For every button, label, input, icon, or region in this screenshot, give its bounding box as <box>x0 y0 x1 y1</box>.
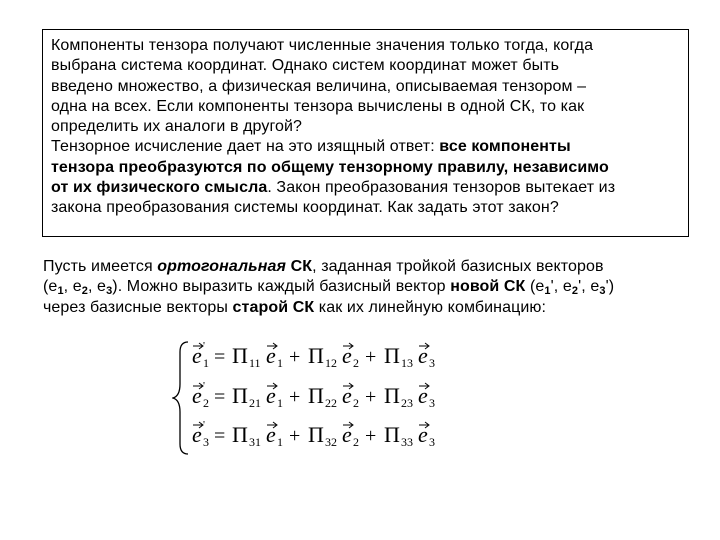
eq-row-2-basis-1-letter: e <box>266 383 276 408</box>
subscript: 1 <box>57 285 64 298</box>
eq-row-3-pi-2: Π <box>308 422 324 447</box>
para-text: (e <box>43 278 58 296</box>
eq-row-3-basis-3-subscript: 3 <box>429 435 435 449</box>
eq-row-1-basis-2-subscript: 2 <box>353 356 359 370</box>
eq-row-2-plus-2: + <box>365 386 377 408</box>
eq-row-2-lhs-vector-prime: ' <box>203 380 205 392</box>
eq-row-3-basis-1-letter: e <box>266 422 276 447</box>
eq-row-2-pi-3: Π <box>384 383 400 408</box>
eq-row-1-plus-1: + <box>289 346 301 368</box>
eq-row-3-basis-2-letter: e <box>342 422 352 447</box>
eq-row-1-coef-2: 12 <box>325 356 337 370</box>
eq-row-1-basis-3-letter: e <box>418 343 428 368</box>
eq-row-1-equals: = <box>214 346 226 368</box>
eq-row-3-lhs-vector-prime: ' <box>203 419 205 431</box>
eq-row-1-lhs-vector-letter: e <box>192 343 202 368</box>
box-line-2: выбрана система координат. Однако систем координат может быть <box>51 57 560 75</box>
para-text: как их линейную комбинацию: <box>314 298 547 316</box>
eq-row-2-pi-1: Π <box>232 383 248 408</box>
box-line-3: введено множество, а физическая величина, описываемая тензором – <box>51 77 587 95</box>
box-line-5: определить их аналоги в другой? <box>51 118 303 136</box>
box-line-4: одна на всех. Если компоненты тензора вычислены в одной СК, то как <box>51 97 585 115</box>
eq-row-3-lhs-vector-subscript: 3 <box>203 435 209 449</box>
box-line-9: закона преобразования системы координат. Как задать этот закон? <box>51 199 559 217</box>
box-line-8-text: . Закон преобразования тензоров вытекает из <box>267 179 616 197</box>
box-line-7 <box>51 158 680 178</box>
eq-row-3-basis-3-letter: e <box>418 422 428 447</box>
transformation-equations <box>172 338 472 458</box>
subscript: 1 <box>544 285 551 298</box>
eq-row-2-basis-1-subscript: 1 <box>277 396 283 410</box>
para-text: ') <box>605 278 615 296</box>
eq-row-2-basis-2-letter: e <box>342 383 352 408</box>
eq-row-2-coef-2: 22 <box>325 396 337 410</box>
box-line-6-text: Тензорное исчисление дает на это изящный ответ: <box>51 138 440 156</box>
para-text: через базисные векторы <box>43 298 233 316</box>
subscript: 3 <box>599 285 606 298</box>
eq-row-1-plus-2: + <box>365 346 377 368</box>
definition-box <box>42 29 689 237</box>
eq-row-2-basis-2-subscript: 2 <box>353 396 359 410</box>
eq-row-1-basis-2-letter: e <box>342 343 352 368</box>
para-line-1 <box>43 257 703 277</box>
orthogonal-word: ортогональная <box>157 258 287 275</box>
para-line-3 <box>43 298 703 318</box>
para-text: Пусть имеется <box>43 258 158 275</box>
box-line-6-bold: все компоненты <box>439 138 571 156</box>
new-sk-word: новой СК <box>450 278 526 296</box>
eq-row-2-lhs-vector-letter: e <box>192 383 202 408</box>
eq-row-3-equals: = <box>214 425 226 447</box>
para-text: , e <box>63 278 82 296</box>
eq-row-1-pi-2: Π <box>308 343 324 368</box>
eq-row-2-coef-1: 21 <box>249 396 261 410</box>
eq-row-2-coef-3: 23 <box>401 396 413 410</box>
eq-row-2-lhs-vector-subscript: 2 <box>203 396 209 410</box>
eq-row-1-basis-1-letter: e <box>266 343 276 368</box>
eq-row-1-coef-3: 13 <box>401 356 413 370</box>
para-text: ). Можно выразить каждый базисный вектор <box>112 278 451 296</box>
eq-row-3-coef-2: 32 <box>325 435 337 449</box>
basis-paragraph <box>43 257 703 318</box>
eq-row-1-basis-3-subscript: 3 <box>429 356 435 370</box>
eq-row-3-lhs-vector-letter: e <box>192 422 202 447</box>
eq-row-3-pi-3: Π <box>384 422 400 447</box>
eq-row-3-coef-1: 31 <box>249 435 261 449</box>
box-line-7-bold: тензора преобразуются по общему тензорному правилу, независимо <box>51 158 609 176</box>
eq-row-1-pi-3: Π <box>384 343 400 368</box>
eq-row-1-lhs-vector-subscript: 1 <box>203 356 209 370</box>
eq-row-2-equals: = <box>214 386 226 408</box>
box-line-6 <box>51 137 680 157</box>
eq-row-3-pi-1: Π <box>232 422 248 447</box>
eq-row-2-plus-1: + <box>289 386 301 408</box>
para-text: ', e <box>550 278 572 296</box>
sk-word: СК <box>286 258 313 275</box>
subscript: 2 <box>81 285 88 298</box>
box-line-8 <box>51 178 680 198</box>
eq-row-3-coef-3: 33 <box>401 435 413 449</box>
eq-row-3-plus-1: + <box>289 425 301 447</box>
box-line-8-bold: от их физического смысла <box>51 179 268 197</box>
eq-row-1-pi-1: Π <box>232 343 248 368</box>
old-sk-word: старой СК <box>232 298 315 316</box>
para-text: , e <box>87 278 107 296</box>
eq-row-3-basis-2-subscript: 2 <box>353 435 359 449</box>
eq-row-2-basis-3-letter: e <box>418 383 428 408</box>
box-line-1: Компоненты тензора получают численные значения только тогда, когда <box>51 37 594 54</box>
eq-row-1-lhs-vector-prime: ' <box>203 340 205 352</box>
eq-row-3-plus-2: + <box>365 425 377 447</box>
eq-row-1-basis-1-subscript: 1 <box>277 356 283 370</box>
eq-row-2-pi-2: Π <box>308 383 324 408</box>
eq-row-3-basis-1-subscript: 1 <box>277 435 283 449</box>
para-text: (e <box>525 278 545 296</box>
eq-row-1-coef-1: 11 <box>249 356 261 370</box>
para-text: , заданная тройкой базисных векторов <box>312 258 604 275</box>
subscript: 3 <box>106 285 113 298</box>
para-line-2 <box>43 277 703 297</box>
system-brace <box>173 342 188 454</box>
subscript: 2 <box>571 285 579 298</box>
eq-row-2-basis-3-subscript: 3 <box>429 396 435 410</box>
para-text: ', e <box>578 278 600 296</box>
